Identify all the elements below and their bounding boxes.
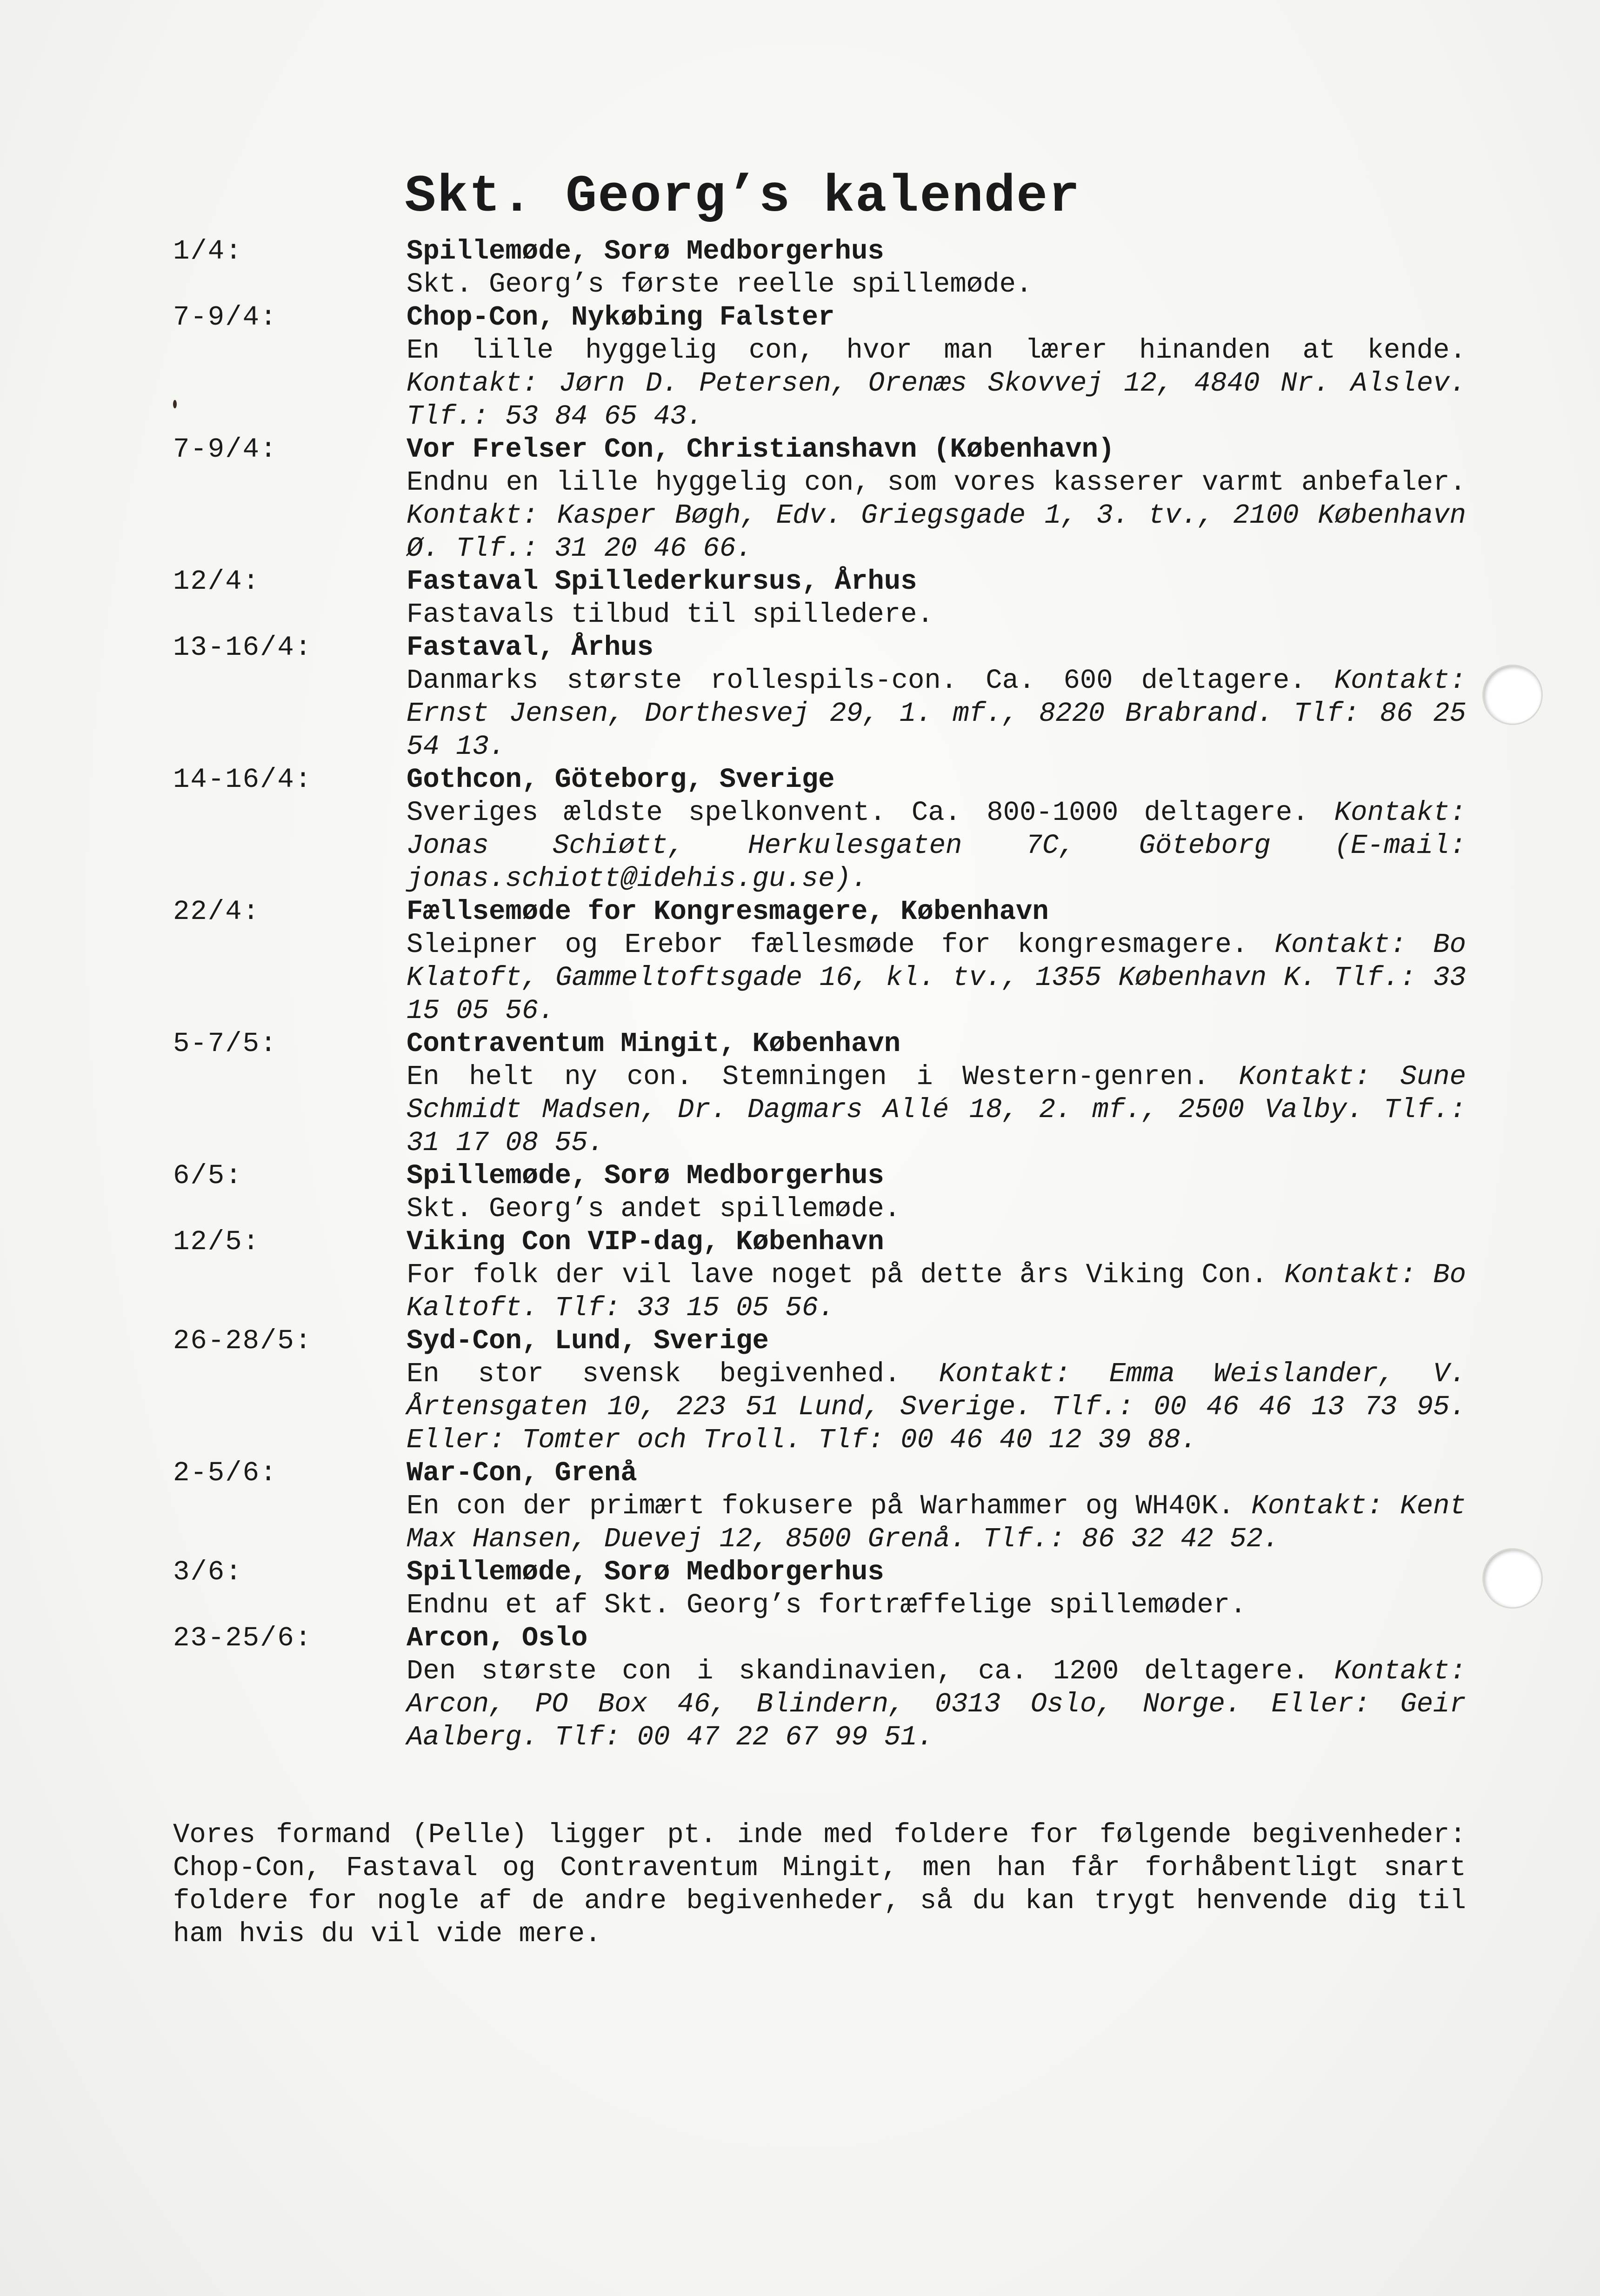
event-date: 2-5/6: [173,1457,278,1489]
event-entry [173,631,1466,763]
event-description [407,1358,1466,1457]
event-description [407,466,1466,565]
event-date: 22/4: [173,896,260,927]
event-description [407,1490,1466,1556]
event-entry [173,1622,1466,1754]
event-description [407,1258,1466,1324]
event-text: Endnu en lille hyggelig con, som vores kasserer varmt anbefaler. [407,467,1466,498]
event-body [407,433,1466,565]
event-description [407,1060,1466,1159]
event-date: 26-28/5: [173,1325,313,1357]
event-description [407,928,1466,1027]
event-entry [173,895,1466,1027]
event-entry [173,433,1466,565]
event-date: 14-16/4: [173,764,313,795]
event-body [407,565,1466,631]
punch-hole-upper [1484,666,1541,724]
event-text: For folk der vil lave noget på dette års Viking Con. [407,1259,1268,1291]
event-text: Sveriges ældste spelkonvent. Ca. 800-1000 deltagere. [407,797,1309,828]
event-entry [173,1556,1466,1622]
event-description [407,334,1466,433]
event-entry [173,1159,1466,1225]
event-heading: Fastaval, Århus [407,632,654,663]
event-description [407,268,1466,301]
event-date: 12/4: [173,566,260,597]
event-contact: Kontakt: Bo Kaltoft. Tlf: 33 15 05 56. [407,1259,1467,1324]
event-body [407,763,1466,895]
event-description [407,598,1466,631]
event-contact: Kontakt: Ernst Jensen, Dorthesvej 29, 1. mf., 8220 Brabrand. Tlf: 86 25 54 13. [407,665,1466,762]
event-entry [173,301,1466,433]
event-body [407,1457,1466,1556]
event-contact: Kontakt: Kent Max Hansen, Duevej 12, 8500 Grenå. Tlf.: 86 32 42 52. [407,1491,1466,1555]
punch-hole-lower [1484,1550,1541,1607]
page-title: Skt. Georg’s kalender [405,167,1081,226]
event-date: 5-7/5: [173,1028,278,1059]
event-heading: War-Con, Grenå [407,1457,637,1489]
event-body [407,1027,1466,1159]
event-heading: Spillemøde, Sorø Medborgerhus [407,1557,884,1588]
event-entry [173,1027,1466,1159]
event-description [407,1589,1466,1622]
event-calendar [173,235,1466,1754]
event-body [407,1225,1466,1324]
event-text: Danmarks største rollespils-con. Ca. 600 deltagere. [407,665,1306,696]
event-body [407,895,1466,1027]
event-heading: Spillemøde, Sorø Medborgerhus [407,236,884,267]
event-entry [173,763,1466,895]
event-text: Den største con i skandinavien, ca. 1200 deltagere. [407,1656,1309,1687]
event-heading: Arcon, Oslo [407,1623,588,1654]
event-contact: Kontakt: Bo Klatoft, Gammeltoftsgade 16, kl. tv., 1355 København K. Tlf.: 33 15 05 56. [407,929,1467,1026]
event-text: Sleipner og Erebor fællesmøde for kongresmagere. [407,929,1248,960]
event-body [407,301,1466,433]
event-entry [173,1324,1466,1457]
event-text: En lille hyggelig con, hvor man lærer hinanden at kende. [407,335,1466,366]
event-body [407,1159,1466,1225]
event-body [407,235,1466,301]
event-body [407,1556,1466,1622]
event-date: 7-9/4: [173,434,278,465]
event-heading: Fællsemøde for Kongresmagere, København [407,896,1049,927]
event-heading: Viking Con VIP-dag, København [407,1226,884,1258]
event-text: Endnu et af Skt. Georg’s fortræffelige spillemøder. [407,1590,1247,1621]
event-heading: Spillemøde, Sorø Medborgerhus [407,1160,884,1191]
event-date: 23-25/6: [173,1623,313,1654]
event-date: 1/4: [173,236,243,267]
event-date: 7-9/4: [173,302,278,333]
event-heading: Chop-Con, Nykøbing Falster [407,302,835,333]
event-heading: Vor Frelser Con, Christianshavn (København) [407,434,1115,465]
event-heading: Syd-Con, Lund, Sverige [407,1325,769,1357]
event-body [407,1324,1466,1457]
event-contact: Kontakt: Sune Schmidt Madsen, Dr. Dagmars Allé 18, 2. mf., 2500 Valby. Tlf.: 31 17 08 55. [407,1061,1467,1158]
event-heading: Fastaval Spillederkursus, Århus [407,566,917,597]
event-body [407,1622,1466,1754]
event-text: En stor svensk begivenhed. [407,1358,901,1390]
event-entry [173,235,1466,301]
event-text: Skt. Georg’s andet spillemøde. [407,1193,901,1225]
event-contact: Kontakt: Arcon, PO Box 46, Blindern, 0313 Oslo, Norge. Eller: Geir Aalberg. Tlf: 00 47 22 67 99 51. [407,1656,1467,1753]
event-description [407,796,1466,895]
footer-note: Vores formand (Pelle) ligger pt. inde med foldere for følgende begivenheder: Chop-Con, Fastaval og Contraventum Mingit, men han får forhåbentligt snart foldere for nogle af de andre begivenheder, så du kan trygt henvende dig til ham hvis du vil vide mere. [173,1819,1466,1950]
event-text: En con der primært fokusere på Warhammer og WH40K. [407,1491,1234,1522]
event-contact: Kontakt: Emma Weislander, V. Årtensgaten 10, 223 51 Lund, Sverige. Tlf.: 00 46 46 13 73 95. Eller: Tomter och Troll. Tlf: 00 46 40 12 39 88. [407,1358,1466,1456]
event-description [407,1192,1466,1225]
event-entry [173,1457,1466,1556]
event-entry [173,1225,1466,1324]
event-contact: Kontakt: Jonas Schiøtt, Herkulesgaten 7C, Göteborg (E-mail: jonas.schiott@idehis.gu.se). [407,797,1467,894]
event-date: 3/6: [173,1557,243,1588]
event-text: Skt. Georg’s første reelle spillemøde. [407,269,1033,300]
event-text: Fastavals tilbud til spilledere. [407,599,933,630]
event-date: 6/5: [173,1160,243,1191]
event-text: En helt ny con. Stemningen i Western-genren. [407,1061,1210,1092]
event-contact: Kontakt: Jørn D. Petersen, Orenæs Skovvej 12, 4840 Nr. Alslev. Tlf.: 53 84 65 43. [407,368,1466,432]
event-heading: Contraventum Mingit, København [407,1028,901,1059]
event-entry [173,565,1466,631]
event-heading: Gothcon, Göteborg, Sverige [407,764,835,795]
event-body [407,631,1466,763]
event-description [407,1655,1466,1754]
event-date: 12/5: [173,1226,260,1258]
event-date: 13-16/4: [173,632,313,663]
event-description [407,664,1466,763]
event-contact: Kontakt: Kasper Bøgh, Edv. Griegsgade 1, 3. tv., 2100 København Ø. Tlf.: 31 20 46 66. [407,500,1466,564]
